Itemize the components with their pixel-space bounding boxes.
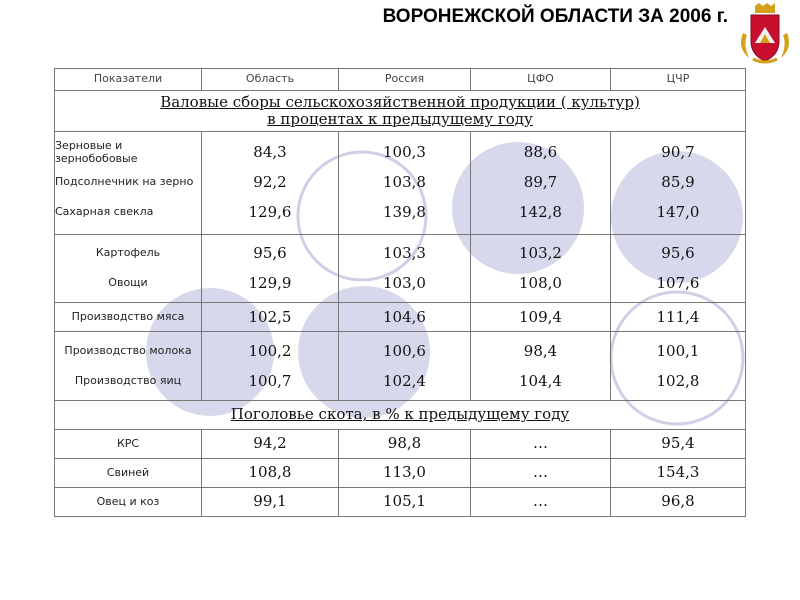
- oblast-values: 100,2 100,7: [202, 332, 339, 401]
- russia-values: 103,3 103,0: [339, 234, 471, 303]
- cfo-value: 109,4: [471, 303, 611, 332]
- row-label: Свиней: [55, 459, 202, 488]
- header-oblast: Область: [202, 69, 339, 91]
- header-russia: Россия: [339, 69, 471, 91]
- oblast-values: 84,3 92,2 129,6: [202, 132, 339, 235]
- table-row: [55, 459, 746, 488]
- russia-value: 105,1: [339, 488, 471, 517]
- cchr-value: 96,8: [611, 488, 746, 517]
- cchr-value: 111,4: [611, 303, 746, 332]
- table-row: [55, 303, 746, 332]
- table-row: [55, 332, 746, 401]
- table-header-row: [55, 69, 746, 91]
- oblast-values: 95,6 129,9: [202, 234, 339, 303]
- section-heading-harvest: Валовые сборы сельскохозяйственной продукции ( культур) в процентах к предыдущему году: [55, 91, 746, 132]
- header-cchr: ЦЧР: [611, 69, 746, 91]
- cfo-values: 103,2 108,0: [471, 234, 611, 303]
- cfo-values: 88,6 89,7 142,8: [471, 132, 611, 235]
- cchr-value: 95,4: [611, 430, 746, 459]
- statistics-table: [54, 68, 746, 517]
- cfo-values: 98,4 104,4: [471, 332, 611, 401]
- row-label: КРС: [55, 430, 202, 459]
- cchr-values: 100,1 102,8: [611, 332, 746, 401]
- row-labels: Зерновые и зернобобовые Подсолнечник на зерно Сахарная свекла: [55, 132, 202, 235]
- table-row: [55, 488, 746, 517]
- header-indicators: Показатели: [55, 69, 202, 91]
- cfo-value: …: [471, 488, 611, 517]
- russia-value: 104,6: [339, 303, 471, 332]
- row-label: Овец и коз: [55, 488, 202, 517]
- section-heading-row: [55, 91, 746, 132]
- header-cfo: ЦФО: [471, 69, 611, 91]
- table-row: [55, 430, 746, 459]
- table-row: [55, 234, 746, 303]
- table-row: [55, 132, 746, 235]
- cfo-value: …: [471, 459, 611, 488]
- section-heading-row: [55, 401, 746, 430]
- cchr-values: 95,6 107,6: [611, 234, 746, 303]
- row-label: Производство мяса: [55, 303, 202, 332]
- section-heading-livestock: Поголовье скота, в % к предыдущему году: [55, 401, 746, 430]
- oblast-value: 108,8: [202, 459, 339, 488]
- row-labels: Картофель Овощи: [55, 234, 202, 303]
- oblast-value: 99,1: [202, 488, 339, 517]
- oblast-value: 94,2: [202, 430, 339, 459]
- oblast-value: 102,5: [202, 303, 339, 332]
- cfo-value: …: [471, 430, 611, 459]
- page-title: ВОРОНЕЖСКОЙ ОБЛАСТИ ЗА 2006 г.: [382, 6, 728, 27]
- russia-value: 113,0: [339, 459, 471, 488]
- cchr-value: 154,3: [611, 459, 746, 488]
- row-labels: Производство молока Производство яиц: [55, 332, 202, 401]
- russia-value: 98,8: [339, 430, 471, 459]
- russia-values: 100,3 103,8 139,8: [339, 132, 471, 235]
- russia-values: 100,6 102,4: [339, 332, 471, 401]
- cchr-values: 90,7 85,9 147,0: [611, 132, 746, 235]
